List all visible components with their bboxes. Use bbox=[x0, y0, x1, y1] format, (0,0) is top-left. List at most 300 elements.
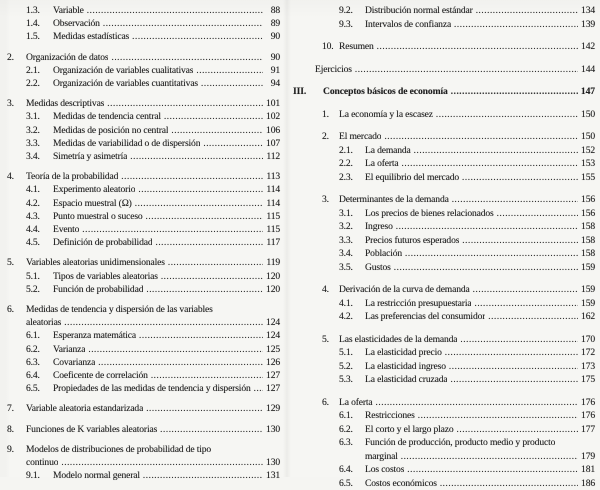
page-number: 125 bbox=[265, 343, 280, 356]
dot-leader bbox=[98, 356, 263, 369]
page-number: 120 bbox=[265, 270, 280, 283]
page-number: 181 bbox=[580, 463, 595, 477]
dot-leader bbox=[171, 124, 263, 137]
dot-leader bbox=[436, 108, 578, 122]
dot-leader bbox=[201, 77, 263, 90]
entry-number: 4.1. bbox=[339, 297, 365, 311]
toc-entry bbox=[293, 4, 595, 18]
page-number: 158 bbox=[580, 220, 595, 234]
entry-number: 5. bbox=[7, 256, 26, 269]
dot-leader bbox=[407, 463, 578, 477]
page-number: 127 bbox=[265, 369, 280, 382]
toc-entry bbox=[293, 130, 595, 144]
toc-entry bbox=[7, 150, 280, 163]
toc-entry bbox=[7, 210, 280, 223]
entry-title: Organización de datos bbox=[26, 51, 108, 64]
entry-number: 3.5. bbox=[339, 261, 365, 275]
entry-number: 2.2. bbox=[339, 157, 365, 171]
entry-number: 3.1. bbox=[339, 207, 365, 221]
entry-number: 6. bbox=[7, 303, 26, 316]
entry-number: 3.2. bbox=[339, 220, 365, 234]
toc-entry bbox=[293, 436, 595, 450]
page-number: 117 bbox=[265, 236, 280, 249]
toc-entry bbox=[293, 40, 595, 54]
page-number: 90 bbox=[265, 30, 280, 43]
toc-entry bbox=[7, 183, 280, 196]
entry-title: Evento bbox=[53, 223, 79, 236]
entry-number: 5. bbox=[322, 333, 339, 347]
entry-title: Las elasticidades de la demanda bbox=[339, 333, 457, 347]
toc-entry bbox=[7, 356, 280, 369]
entry-number: 10. bbox=[322, 40, 339, 54]
dot-leader bbox=[146, 210, 263, 223]
entry-title: Varianza bbox=[53, 343, 85, 356]
toc-entry bbox=[7, 256, 280, 269]
page-number: 156 bbox=[580, 207, 595, 221]
dot-leader bbox=[64, 316, 263, 329]
toc-column-left bbox=[7, 4, 280, 483]
entry-title: Punto muestral o suceso bbox=[53, 210, 143, 223]
page-number: 170 bbox=[580, 333, 595, 347]
toc-entry bbox=[7, 223, 280, 236]
dot-leader bbox=[476, 4, 578, 18]
entry-number: 3.1. bbox=[26, 110, 53, 123]
entry-title: Costos económicos bbox=[365, 477, 437, 490]
dot-leader bbox=[203, 137, 263, 150]
entry-number: 3. bbox=[322, 193, 339, 207]
entry-title: Ejercicios bbox=[315, 63, 352, 77]
entry-number: 4.1. bbox=[26, 183, 53, 196]
dot-leader bbox=[132, 30, 263, 43]
dot-leader bbox=[396, 220, 578, 234]
toc-entry bbox=[7, 124, 280, 137]
entry-number: 7. bbox=[7, 402, 26, 415]
entry-number: 4.3. bbox=[26, 210, 53, 223]
entry-title: El equilibrio del mercado bbox=[365, 171, 459, 185]
entry-title: La elasticidad ingreso bbox=[365, 360, 446, 374]
toc-entry bbox=[7, 329, 280, 342]
page-number: 115 bbox=[265, 223, 280, 236]
entry-title: Variables aleatorias unidimensionales bbox=[26, 256, 165, 269]
entry-title: Restricciones bbox=[365, 409, 415, 423]
entry-number: 1.4. bbox=[26, 17, 53, 30]
dot-leader bbox=[451, 85, 578, 99]
page-number: 119 bbox=[265, 256, 280, 269]
entry-number: 6.5. bbox=[339, 477, 365, 490]
toc-entry bbox=[293, 144, 595, 158]
page-number: 158 bbox=[580, 234, 595, 248]
toc-entry bbox=[293, 477, 595, 490]
dot-leader bbox=[151, 369, 263, 382]
entry-title: La oferta bbox=[339, 396, 373, 410]
entry-number: 1.5. bbox=[26, 30, 53, 43]
entry-title: Los precios de bienes relacionados bbox=[365, 207, 494, 221]
entry-title: La oferta bbox=[365, 157, 399, 171]
page-number: 124 bbox=[265, 329, 280, 342]
toc-entry bbox=[7, 469, 280, 482]
entry-title: Medidas de tendencia central bbox=[53, 110, 161, 123]
page-number: 130 bbox=[265, 456, 280, 469]
toc-entry bbox=[293, 423, 595, 437]
entry-title: Medidas estadísticas bbox=[53, 30, 129, 43]
page-number: 129 bbox=[265, 402, 280, 415]
page-number: 107 bbox=[265, 137, 280, 150]
toc-entry bbox=[293, 85, 595, 99]
entry-number: 5.1. bbox=[26, 270, 53, 283]
entry-title: Propiedades de las medidas de tendencia y dispersión bbox=[53, 382, 251, 395]
toc-entry bbox=[293, 234, 595, 248]
entry-title: Derivación de la curva de demanda bbox=[339, 283, 470, 297]
toc-entry bbox=[7, 423, 280, 436]
page-number: 101 bbox=[265, 97, 280, 110]
entry-number: 9.3. bbox=[339, 18, 365, 32]
dot-leader bbox=[146, 283, 263, 296]
page-fold-shadow bbox=[283, 0, 291, 477]
entry-number: III. bbox=[293, 85, 323, 99]
page-number: 156 bbox=[580, 193, 595, 207]
dot-leader bbox=[146, 402, 263, 415]
entry-title: Teoría de la probabilidad bbox=[26, 170, 118, 183]
toc-entry bbox=[293, 463, 595, 477]
entry-number: 1.3. bbox=[26, 4, 53, 17]
toc-entry bbox=[293, 297, 595, 311]
toc-entry bbox=[293, 207, 595, 221]
dot-leader bbox=[254, 382, 263, 395]
page-number: 177 bbox=[580, 423, 595, 437]
toc-entry bbox=[7, 443, 280, 456]
page-number: 162 bbox=[580, 310, 595, 324]
toc-entry bbox=[7, 17, 280, 30]
dot-leader bbox=[164, 110, 263, 123]
entry-title: Conceptos básicos de economía bbox=[323, 85, 448, 99]
entry-title: Precios futuros esperados bbox=[365, 234, 459, 248]
page-number: 159 bbox=[580, 261, 595, 275]
entry-number: 6.2. bbox=[339, 423, 365, 437]
entry-title: Organización de variables cualitativas bbox=[53, 64, 193, 77]
entry-title: El mercado bbox=[339, 130, 381, 144]
entry-number: 8. bbox=[7, 423, 26, 436]
page-number: 158 bbox=[580, 247, 595, 261]
entry-number: 4.2. bbox=[26, 197, 53, 210]
entry-title: Intervalos de confianza bbox=[365, 18, 451, 32]
dot-leader bbox=[138, 183, 263, 196]
page-number: 179 bbox=[580, 450, 595, 464]
entry-number: 6.1. bbox=[339, 409, 365, 423]
entry-number: 6. bbox=[322, 396, 339, 410]
toc-entry bbox=[7, 30, 280, 43]
page-number: 88 bbox=[265, 4, 280, 17]
dot-leader bbox=[460, 333, 578, 347]
page-number: 94 bbox=[265, 77, 280, 90]
dot-leader bbox=[121, 170, 263, 183]
page-number: 142 bbox=[580, 40, 595, 54]
page-number: 114 bbox=[265, 197, 280, 210]
entry-title: Medidas de variabilidad o de dispersión bbox=[53, 137, 200, 150]
toc-entry bbox=[293, 373, 595, 387]
entry-title: Los costos bbox=[365, 463, 404, 477]
page-number: 147 bbox=[580, 85, 595, 99]
page-number: 90 bbox=[265, 51, 280, 64]
page-number: 127 bbox=[265, 382, 280, 395]
page-number: 126 bbox=[265, 356, 280, 369]
page-number: 106 bbox=[265, 124, 280, 137]
dot-leader bbox=[418, 409, 578, 423]
entry-title: Las preferencias del consumidor bbox=[365, 310, 485, 324]
page-number: 131 bbox=[265, 469, 280, 482]
toc-entry bbox=[293, 346, 595, 360]
page-number: 130 bbox=[265, 423, 280, 436]
page-number: 173 bbox=[580, 360, 595, 374]
entry-number: 2.2. bbox=[26, 77, 53, 90]
dot-leader bbox=[497, 207, 578, 221]
entry-number: 6.4. bbox=[26, 369, 53, 382]
entry-title: Modelos de distribuciones de probabilidad de tipo bbox=[26, 443, 211, 456]
dot-leader bbox=[61, 456, 263, 469]
entry-title: Variable aleatoria estandarizada bbox=[26, 402, 143, 415]
entry-title: Funciones de K variables aleatorias bbox=[26, 423, 157, 436]
entry-number: 6.3. bbox=[339, 436, 365, 450]
toc-entry bbox=[293, 333, 595, 347]
entry-number: 9.2. bbox=[339, 4, 365, 18]
entry-title: Función de probabilidad bbox=[53, 283, 143, 296]
entry-number: 9. bbox=[7, 443, 26, 456]
dot-leader bbox=[449, 360, 578, 374]
entry-number: 3.2. bbox=[26, 124, 53, 137]
entry-title: Función de producción, producto medio y producto bbox=[365, 436, 555, 450]
entry-number: 5.1. bbox=[339, 346, 365, 360]
entry-number: 6.4. bbox=[339, 463, 365, 477]
page-number: 176 bbox=[580, 396, 595, 410]
dot-leader bbox=[82, 223, 263, 236]
toc-entry bbox=[7, 369, 280, 382]
dot-leader bbox=[130, 150, 263, 163]
dot-leader bbox=[401, 450, 578, 464]
dot-leader bbox=[168, 256, 263, 269]
entry-title: Esperanza matemática bbox=[53, 329, 136, 342]
entry-number: 2.1. bbox=[26, 64, 53, 77]
entry-number: 5.2. bbox=[339, 360, 365, 374]
dot-leader bbox=[445, 346, 578, 360]
toc-entry bbox=[293, 220, 595, 234]
page-number: 155 bbox=[580, 171, 595, 185]
dot-leader bbox=[196, 64, 263, 77]
toc-entry bbox=[7, 77, 280, 90]
dot-leader bbox=[161, 270, 263, 283]
entry-title: Modelo normal general bbox=[53, 469, 140, 482]
entry-title: Variable bbox=[53, 4, 84, 17]
entry-title: El corto y el largo plazo bbox=[365, 423, 454, 437]
page-number: 159 bbox=[580, 283, 595, 297]
dot-leader bbox=[457, 423, 578, 437]
page-number: 114 bbox=[265, 183, 280, 196]
entry-number: 2. bbox=[7, 51, 26, 64]
toc-entry bbox=[7, 402, 280, 415]
page-number: 120 bbox=[265, 283, 280, 296]
entry-title: Medidas de posición no central bbox=[53, 124, 168, 137]
toc-entry bbox=[7, 270, 280, 283]
dot-leader bbox=[394, 261, 578, 275]
toc-entry bbox=[293, 18, 595, 32]
toc-entry bbox=[7, 64, 280, 77]
entry-number: 3.4. bbox=[339, 247, 365, 261]
entry-title: La economía y la escasez bbox=[339, 108, 433, 122]
dot-leader bbox=[87, 4, 263, 17]
entry-number: 4. bbox=[7, 170, 26, 183]
toc-entry bbox=[293, 108, 595, 122]
toc-entry bbox=[7, 4, 280, 17]
entry-title-continuation: marginal bbox=[365, 450, 398, 464]
toc-entry bbox=[7, 51, 280, 64]
dot-leader bbox=[402, 157, 578, 171]
toc-entry bbox=[7, 97, 280, 110]
entry-number: 6.5. bbox=[26, 382, 53, 395]
page-number: 150 bbox=[580, 108, 595, 122]
toc-entry bbox=[293, 193, 595, 207]
entry-title: La elasticidad cruzada bbox=[365, 373, 447, 387]
dot-leader bbox=[462, 171, 578, 185]
page-number: 153 bbox=[580, 157, 595, 171]
toc-entry bbox=[7, 170, 280, 183]
page-number: 152 bbox=[580, 144, 595, 158]
entry-number: 6.2. bbox=[26, 343, 53, 356]
page-number: 175 bbox=[580, 373, 595, 387]
dot-leader bbox=[107, 97, 263, 110]
entry-title-continuation: continuo bbox=[26, 456, 58, 469]
toc-entry bbox=[293, 247, 595, 261]
dot-leader bbox=[462, 234, 578, 248]
entry-number: 6.3. bbox=[26, 356, 53, 369]
dot-leader bbox=[88, 343, 263, 356]
dot-leader bbox=[355, 63, 578, 77]
entry-title: Experimento aleatorio bbox=[53, 183, 135, 196]
entry-title: Organización de variables cuantitativas bbox=[53, 77, 198, 90]
entry-title: Ingreso bbox=[365, 220, 393, 234]
toc-entry bbox=[7, 382, 280, 395]
toc-entry-continuation bbox=[7, 316, 280, 329]
entry-number: 4.5. bbox=[26, 236, 53, 249]
entry-title: Covarianza bbox=[53, 356, 95, 369]
entry-title: Simetría y asimetría bbox=[53, 150, 127, 163]
entry-number: 6.1. bbox=[26, 329, 53, 342]
entry-title: Tipos de variables aleatorias bbox=[53, 270, 158, 283]
dot-leader bbox=[160, 423, 263, 436]
entry-title: Medidas de tendencia y dispersión de las variables bbox=[26, 303, 213, 316]
page-number: 186 bbox=[580, 477, 595, 490]
entry-title: Distribución normal estándar bbox=[365, 4, 473, 18]
toc-entry bbox=[7, 197, 280, 210]
toc-entry bbox=[293, 409, 595, 423]
entry-title: Resumen bbox=[339, 40, 374, 54]
entry-number: 2.1. bbox=[339, 144, 365, 158]
entry-number: 1. bbox=[322, 108, 339, 122]
toc-entry-continuation bbox=[293, 450, 595, 464]
toc-entry bbox=[293, 396, 595, 410]
toc-column-right bbox=[293, 4, 595, 490]
toc-entry bbox=[7, 303, 280, 316]
dot-leader bbox=[377, 40, 578, 54]
dot-leader bbox=[111, 51, 263, 64]
dot-leader bbox=[155, 236, 263, 249]
page-number: 172 bbox=[580, 346, 595, 360]
toc-entry bbox=[293, 261, 595, 275]
toc-entry bbox=[7, 283, 280, 296]
toc-entry bbox=[293, 171, 595, 185]
dot-leader bbox=[454, 18, 578, 32]
entry-title-continuation: aleatorias bbox=[26, 316, 61, 329]
dot-leader bbox=[405, 247, 578, 261]
toc-entry bbox=[293, 310, 595, 324]
toc-entry bbox=[7, 343, 280, 356]
entry-number: 2.3. bbox=[339, 171, 365, 185]
entry-number: 3. bbox=[7, 97, 26, 110]
dot-leader bbox=[103, 17, 263, 30]
toc-entry bbox=[293, 283, 595, 297]
entry-title: Definición de probabilidad bbox=[53, 236, 152, 249]
dot-leader bbox=[139, 329, 263, 342]
entry-number: 4. bbox=[322, 283, 339, 297]
toc-entry bbox=[293, 63, 595, 77]
dot-leader bbox=[143, 469, 263, 482]
page-number: 115 bbox=[265, 210, 280, 223]
entry-title: La elasticidad precio bbox=[365, 346, 442, 360]
entry-title: Medidas descriptivas bbox=[26, 97, 104, 110]
toc-entry bbox=[7, 137, 280, 150]
dot-leader bbox=[376, 396, 578, 410]
entry-title: Observación bbox=[53, 17, 100, 30]
entry-title: Espacio muestral (Ω) bbox=[53, 197, 132, 210]
toc-entry bbox=[293, 157, 595, 171]
page-number: 176 bbox=[580, 409, 595, 423]
toc-entry bbox=[7, 110, 280, 123]
toc-entry bbox=[7, 236, 280, 249]
entry-title: Población bbox=[365, 247, 402, 261]
page-number: 112 bbox=[265, 150, 280, 163]
entry-number: 3.3. bbox=[26, 137, 53, 150]
entry-number: 3.4. bbox=[26, 150, 53, 163]
entry-number: 9.1. bbox=[26, 469, 53, 482]
page-number: 89 bbox=[265, 17, 280, 30]
page-number: 144 bbox=[580, 63, 595, 77]
entry-title: La restricción presupuestaria bbox=[365, 297, 471, 311]
page-number: 113 bbox=[265, 170, 280, 183]
dot-leader bbox=[452, 193, 578, 207]
entry-number: 5.3. bbox=[339, 373, 365, 387]
entry-number: 5.2. bbox=[26, 283, 53, 296]
entry-number: 3.3. bbox=[339, 234, 365, 248]
dot-leader bbox=[384, 130, 578, 144]
entry-number: 4.4. bbox=[26, 223, 53, 236]
dot-leader bbox=[474, 297, 578, 311]
page-number: 159 bbox=[580, 297, 595, 311]
entry-number: 4.2. bbox=[339, 310, 365, 324]
page-number: 124 bbox=[265, 316, 280, 329]
dot-leader bbox=[488, 310, 578, 324]
entry-title: Gustos bbox=[365, 261, 391, 275]
toc-entry bbox=[293, 360, 595, 374]
entry-title: La demanda bbox=[365, 144, 411, 158]
dot-leader bbox=[440, 477, 578, 490]
entry-title: Determinantes de la demanda bbox=[339, 193, 449, 207]
page-number: 139 bbox=[580, 18, 595, 32]
page-number: 134 bbox=[580, 4, 595, 18]
dot-leader bbox=[473, 283, 578, 297]
page-number: 150 bbox=[580, 130, 595, 144]
entry-number: 2. bbox=[322, 130, 339, 144]
dot-leader bbox=[414, 144, 578, 158]
page-number: 102 bbox=[265, 110, 280, 123]
dot-leader bbox=[135, 197, 263, 210]
entry-title: Coeficente de correlación bbox=[53, 369, 148, 382]
